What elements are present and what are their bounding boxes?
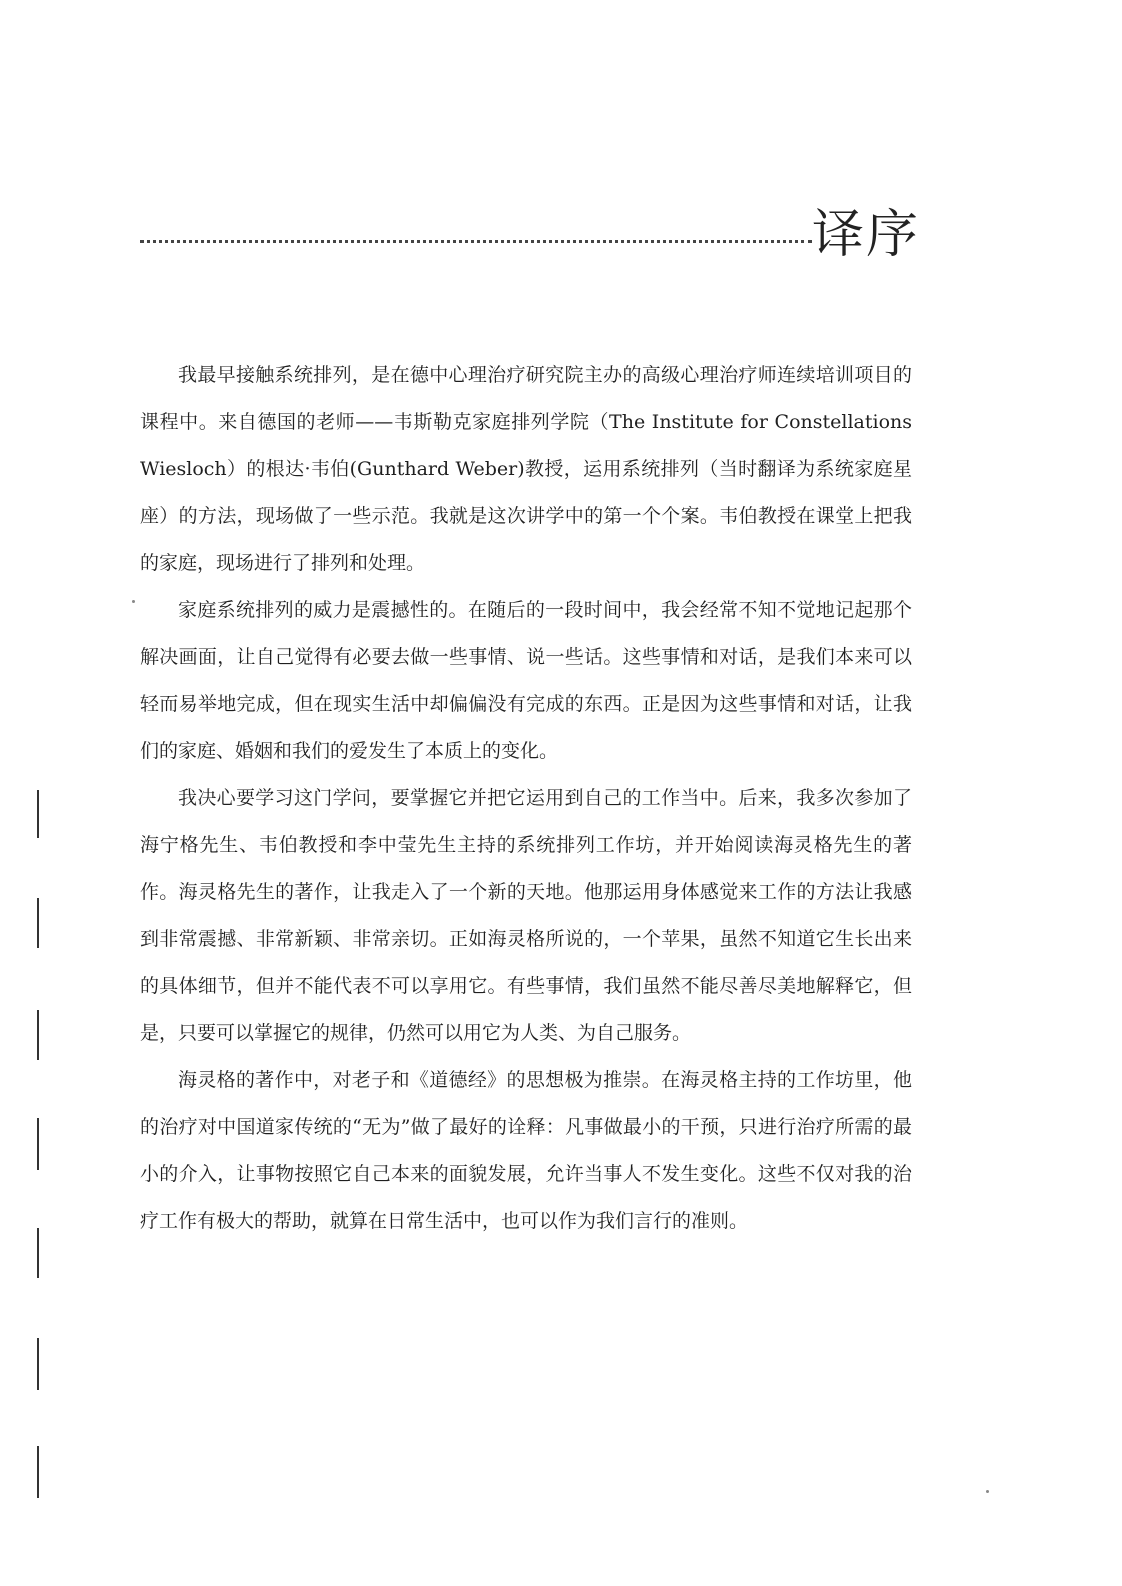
scan-margin-mark — [37, 1338, 39, 1390]
scan-margin-mark — [37, 1228, 39, 1278]
dotted-leader — [140, 240, 812, 243]
scan-margin-mark — [37, 1118, 39, 1170]
scan-speck — [132, 600, 135, 603]
paragraph-2: 家庭系统排列的威力是震撼性的。在随后的一段时间中，我会经常不知不觉地记起那个解决画面，让自己觉得有必要去做一些事情、说一些话。这些事情和对话，是我们本来可以轻而易举地完成，但在现实生活中却偏偏没有完成的东西。正是因为这些事情和对话，让我们的家庭、婚姻和我们的爱发生了本质上的变化。 — [140, 599, 912, 762]
scan-margin-mark — [37, 1010, 39, 1060]
paragraph-4: 海灵格的著作中，对老子和《道德经》的思想极为推崇。在海灵格主持的工作坊里，他的治疗对中国道家传统的“无为”做了最好的诠释：凡事做最小的干预，只进行治疗所需的最小的介入，让事物按照它自己本来的面貌发展，允许当事人不发生变化。这些不仅对我的治疗工作有极大的帮助，就算在日常生活中，也可以作为我们言行的准则。 — [140, 1069, 912, 1232]
scan-margin-mark — [37, 790, 39, 838]
scan-speck — [986, 1490, 989, 1493]
chapter-title: 译序 — [811, 205, 920, 265]
body-text — [140, 352, 912, 1245]
paragraph-1: 我最早接触系统排列，是在德中心理治疗研究院主办的高级心理治疗师连续培训项目的课程中。来自德国的老师——韦斯勒克家庭排列学院（The Institute for Constellations Wiesloch）的根达·韦伯(Gunthard Weber)教授，运用系统排列（当时翻译为系统家庭星座）的方法，现场做了一些示范。我就是这次讲学中的第一个个案。韦伯教授在课堂上把我的家庭，现场进行了排列和处理。 — [140, 364, 912, 574]
paragraph-3: 我决心要学习这门学问，要掌握它并把它运用到自己的工作当中。后来，我多次参加了海宁格先生、韦伯教授和李中莹先生主持的系统排列工作坊，并开始阅读海灵格先生的著作。海灵格先生的著作，让我走入了一个新的天地。他那运用身体感觉来工作的方法让我感到非常震撼、非常新颖、非常亲切。正如海灵格所说的，一个苹果，虽然不知道它生长出来的具体细节，但并不能代表不可以享用它。有些事情，我们虽然不能尽善尽美地解释它，但是，只要可以掌握它的规律，仍然可以用它为人类、为自己服务。 — [140, 787, 912, 1044]
scan-margin-mark — [37, 898, 39, 948]
scan-margin-mark — [37, 1446, 39, 1498]
chapter-heading — [140, 200, 920, 280]
